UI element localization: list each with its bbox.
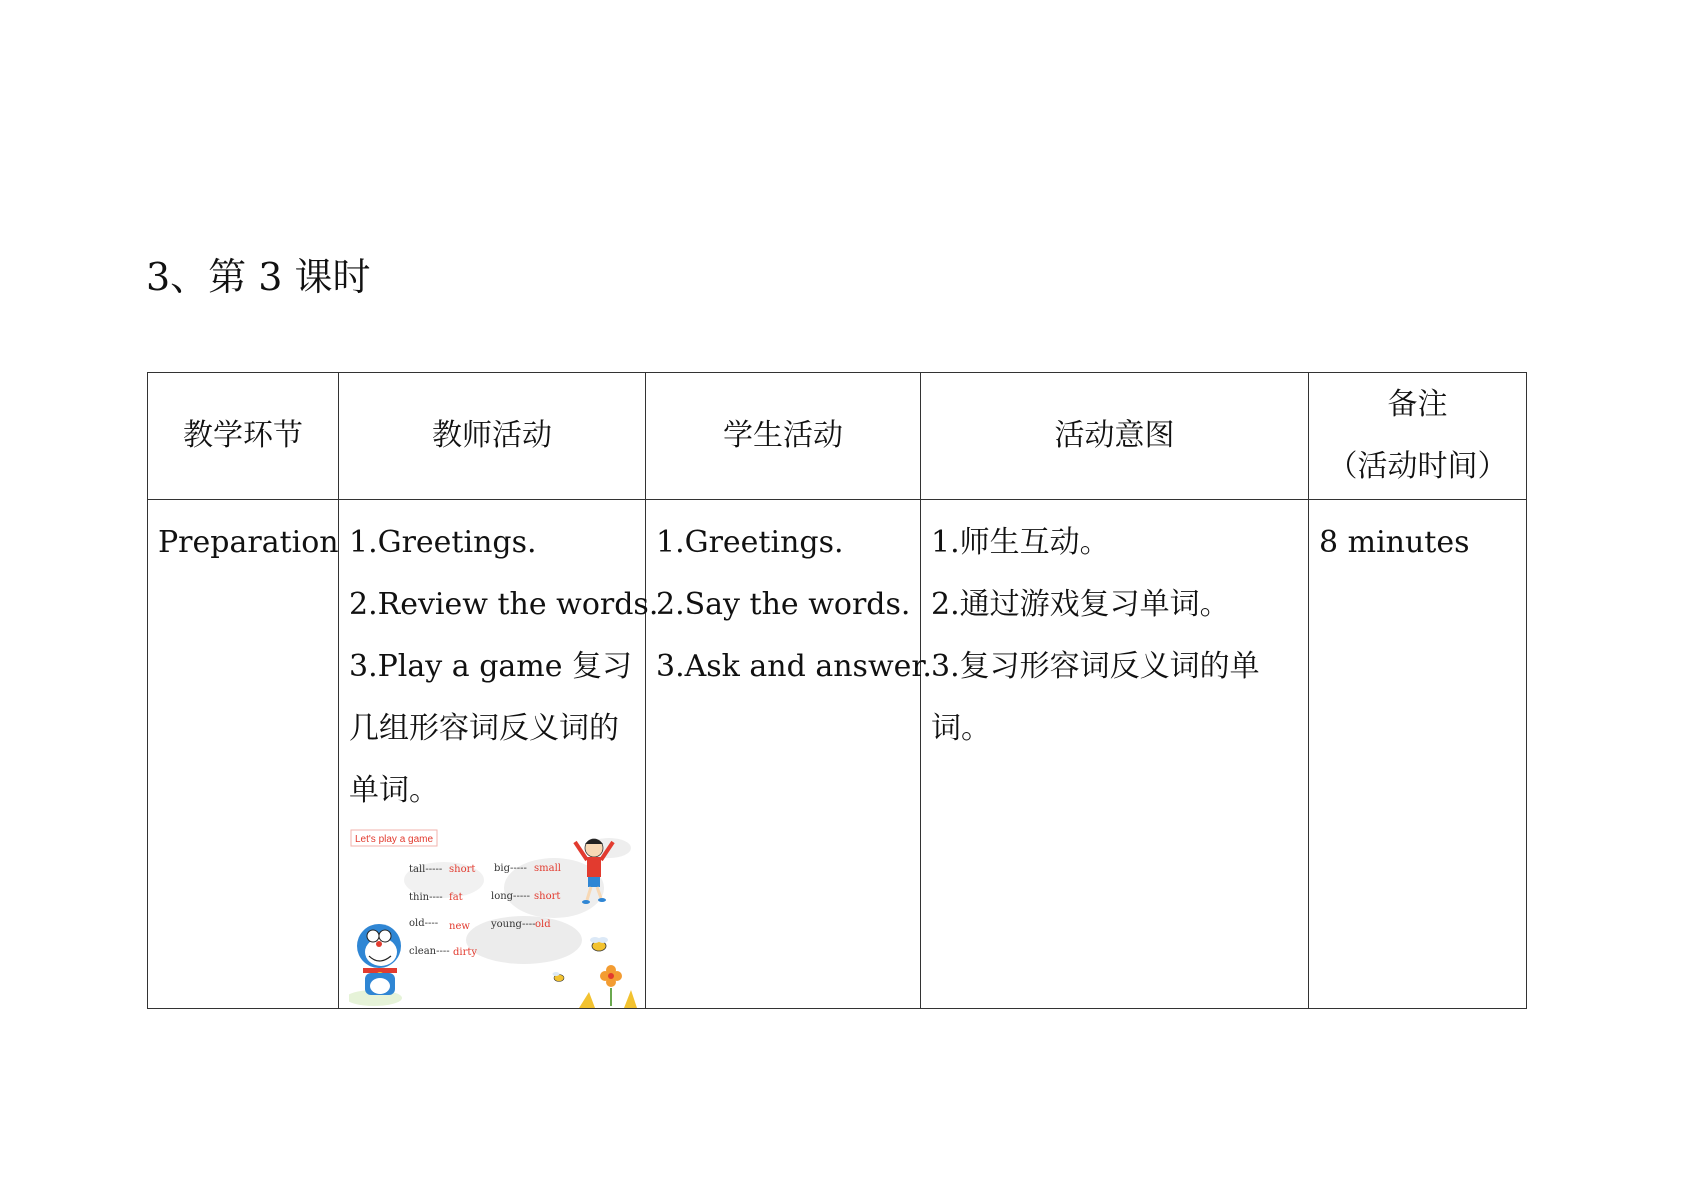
- game-picture: [349, 828, 637, 1008]
- cell-stage: [148, 500, 339, 1009]
- header-notes-time: （活动时间）: [1327, 449, 1508, 484]
- page-heading: 3、第 3 课时: [146, 255, 371, 299]
- game-title: Let's play a game: [355, 834, 434, 845]
- header-teacher-activity: 教师活动: [339, 373, 646, 500]
- header-notes-label: 备注: [1387, 387, 1448, 422]
- cartoon-robot-icon: [357, 924, 401, 995]
- cell-teacher: [339, 500, 659, 1009]
- table-row: [148, 500, 1527, 1009]
- game-opposite: short: [449, 864, 476, 875]
- teacher-item-2: 2.Review the words.: [349, 587, 659, 622]
- lesson-plan-table: [147, 372, 1527, 1009]
- game-opposite: new: [449, 921, 470, 932]
- table-header-row: [148, 373, 1527, 500]
- student-item-2: 2.Say the words.: [656, 587, 911, 622]
- cell-time: [1309, 500, 1527, 1009]
- stage-text: Preparation: [158, 525, 339, 560]
- teacher-item-1: 1.Greetings.: [349, 525, 537, 560]
- game-opposite: small: [534, 863, 561, 874]
- intent-item-1: 1.师生互动。: [931, 525, 1110, 560]
- game-word: long-----: [491, 891, 530, 902]
- game-word: young----: [491, 919, 536, 930]
- game-word: big-----: [494, 863, 527, 874]
- cell-student: [646, 500, 932, 1009]
- student-item-3: 3.Ask and answer.: [656, 649, 932, 684]
- teacher-item-3: 3.Play a game 复习几组形容词反义词的单词。: [349, 649, 633, 808]
- game-opposite: fat: [449, 892, 463, 903]
- header-notes: [1309, 373, 1527, 500]
- game-opposite: old: [535, 919, 551, 930]
- header-stage: 教学环节: [148, 373, 339, 500]
- header-student-activity: 学生活动: [646, 373, 921, 500]
- time-text: 8 minutes: [1319, 525, 1470, 560]
- cell-intent: [921, 500, 1309, 1009]
- student-item-1: 1.Greetings.: [656, 525, 844, 560]
- bee-icon: [553, 972, 565, 982]
- game-opposite: short: [534, 891, 561, 902]
- game-opposite: dirty: [453, 947, 478, 958]
- game-word: clean----: [409, 946, 450, 957]
- game-word: thin----: [409, 892, 443, 903]
- intent-item-3: 3.复习形容词反义词的单词。: [931, 649, 1260, 746]
- bee-icon: [590, 937, 608, 951]
- flower-icon: [579, 965, 637, 1008]
- game-word: tall-----: [409, 864, 443, 875]
- header-intent: 活动意图: [921, 373, 1309, 500]
- game-illustration: [349, 828, 637, 1008]
- intent-item-2: 2.通过游戏复习单词。: [931, 587, 1230, 622]
- game-word: old----: [409, 918, 439, 929]
